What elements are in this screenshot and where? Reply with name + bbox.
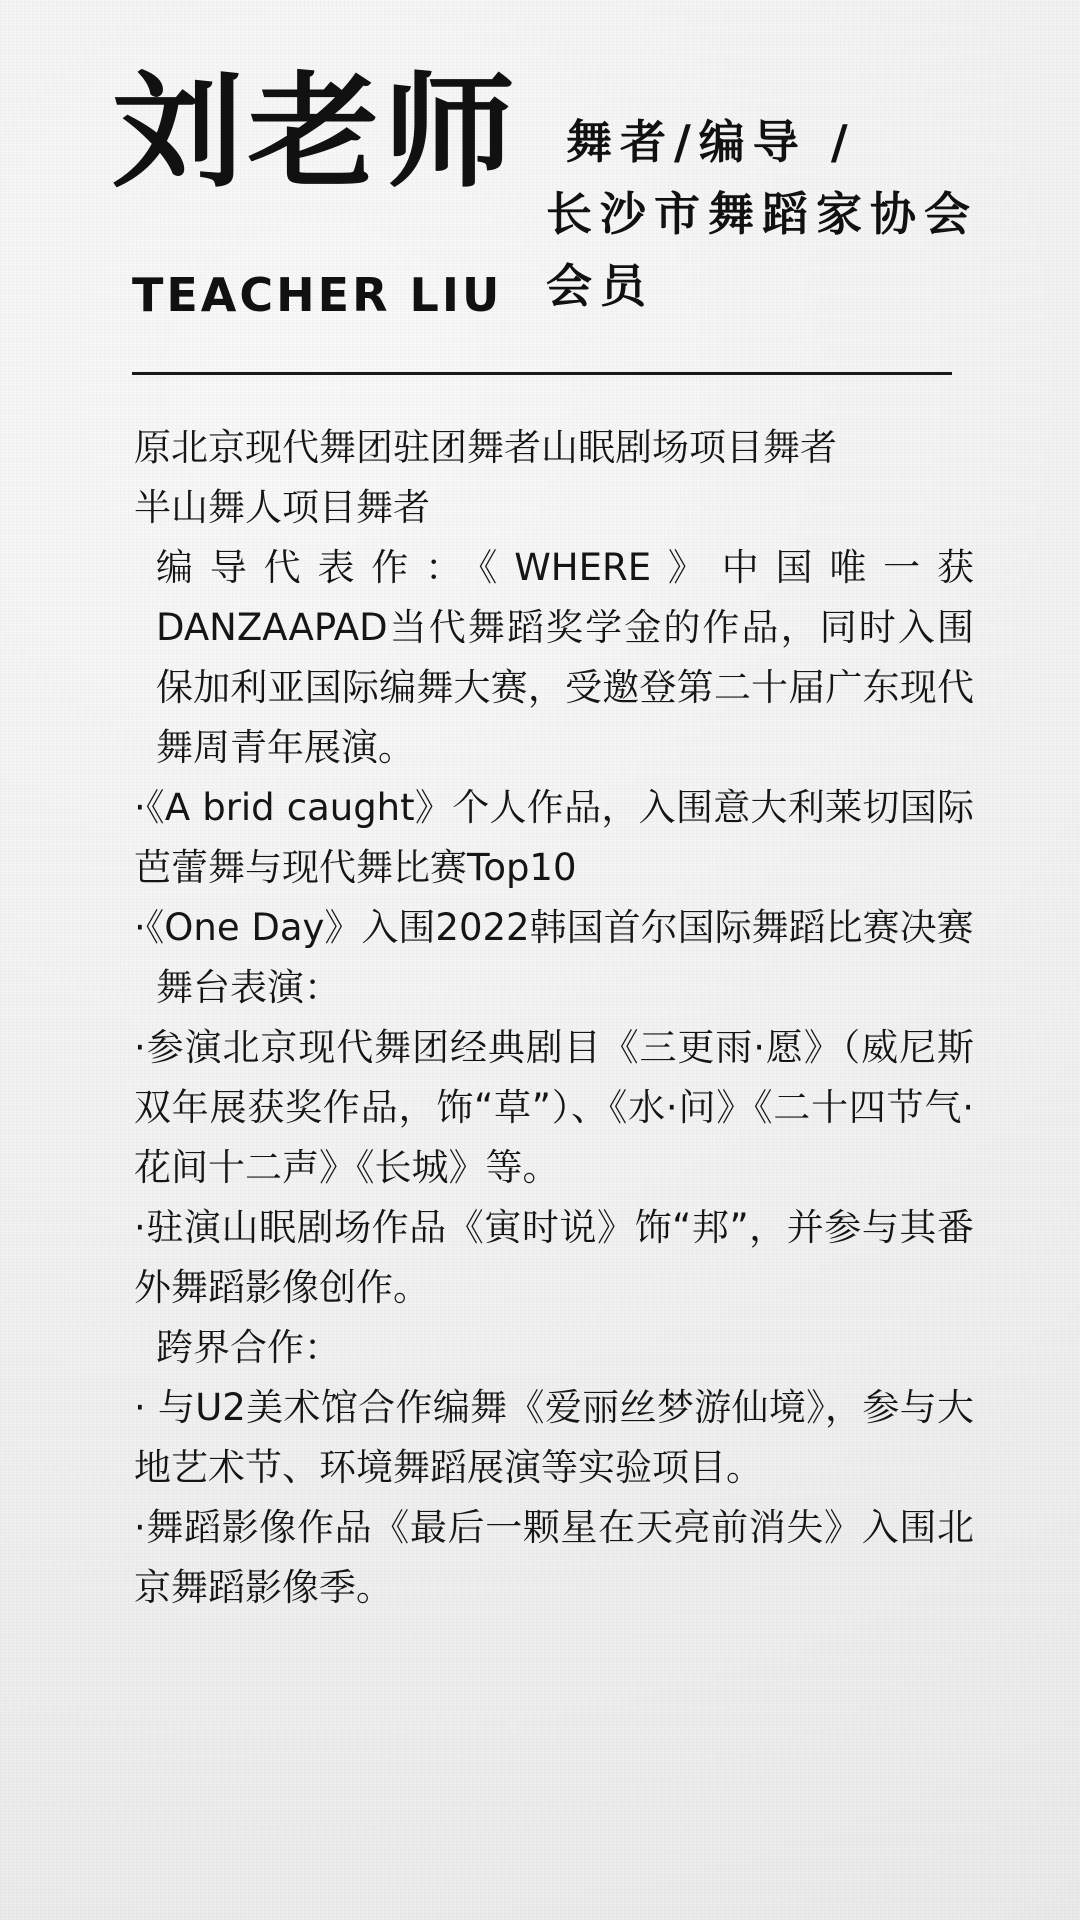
stage-performance-beijing: ·参演北京现代舞团经典剧目《三更雨·愿》（威尼斯双年展获奖作品，饰“草”）、《水·问》《二十四节气·花间十二声》《长城》等。: [134, 1026, 974, 1189]
choreography-work-one-day: ·《One Day》入围2022韩国首尔国际舞蹈比赛决赛: [134, 906, 974, 949]
teacher-role-block: [546, 106, 1066, 322]
choreography-work-where: 《WHERE》中国唯一获DANZAAPAD当代舞蹈奖学金的作品，同时入围保加利亚国际编舞大赛，受邀登第二十届广东现代舞周青年展演。: [156, 546, 974, 769]
bio-choreography-works: [134, 538, 974, 778]
stage-performance-shanmian: ·驻演山眠剧场作品《寅时说》饰“邦”，并参与其番外舞蹈影像创作。: [134, 1206, 974, 1309]
bio-former-dancer: 原北京现代舞团驻团舞者山眠剧场项目舞者: [134, 426, 837, 469]
cross-collaboration-heading: 跨界合作：: [156, 1326, 341, 1369]
bio-banshan-dancer: 半山舞人项目舞者: [134, 486, 430, 529]
cross-collaboration-u2: · 与U2美术馆合作编舞《爱丽丝梦游仙境》，参与大地艺术节、环境舞蹈展演等实验项目。: [134, 1386, 974, 1489]
stage-performance-heading: 舞台表演：: [156, 966, 341, 1009]
role-line-association: 长沙市舞蹈家协会: [546, 187, 978, 241]
cross-collaboration-dance-film: ·舞蹈影像作品《最后一颗星在天亮前消失》入围北京舞蹈影像季。: [134, 1506, 974, 1609]
header-divider: [132, 372, 952, 375]
role-line-dancer-choreographer: 舞者/编导 /: [566, 115, 856, 169]
role-line-member: 会员: [546, 259, 654, 313]
choreography-heading: 编导代表作：: [156, 546, 479, 589]
teacher-name-chinese: 刘老师: [112, 61, 520, 205]
choreography-work-a-brid-caught: ·《A brid caught》个人作品，入围意大利莱切国际芭蕾舞与现代舞比赛Top10: [134, 786, 974, 889]
teacher-name-english: TEACHER LIU: [132, 268, 503, 322]
biography-text: [134, 418, 974, 1618]
